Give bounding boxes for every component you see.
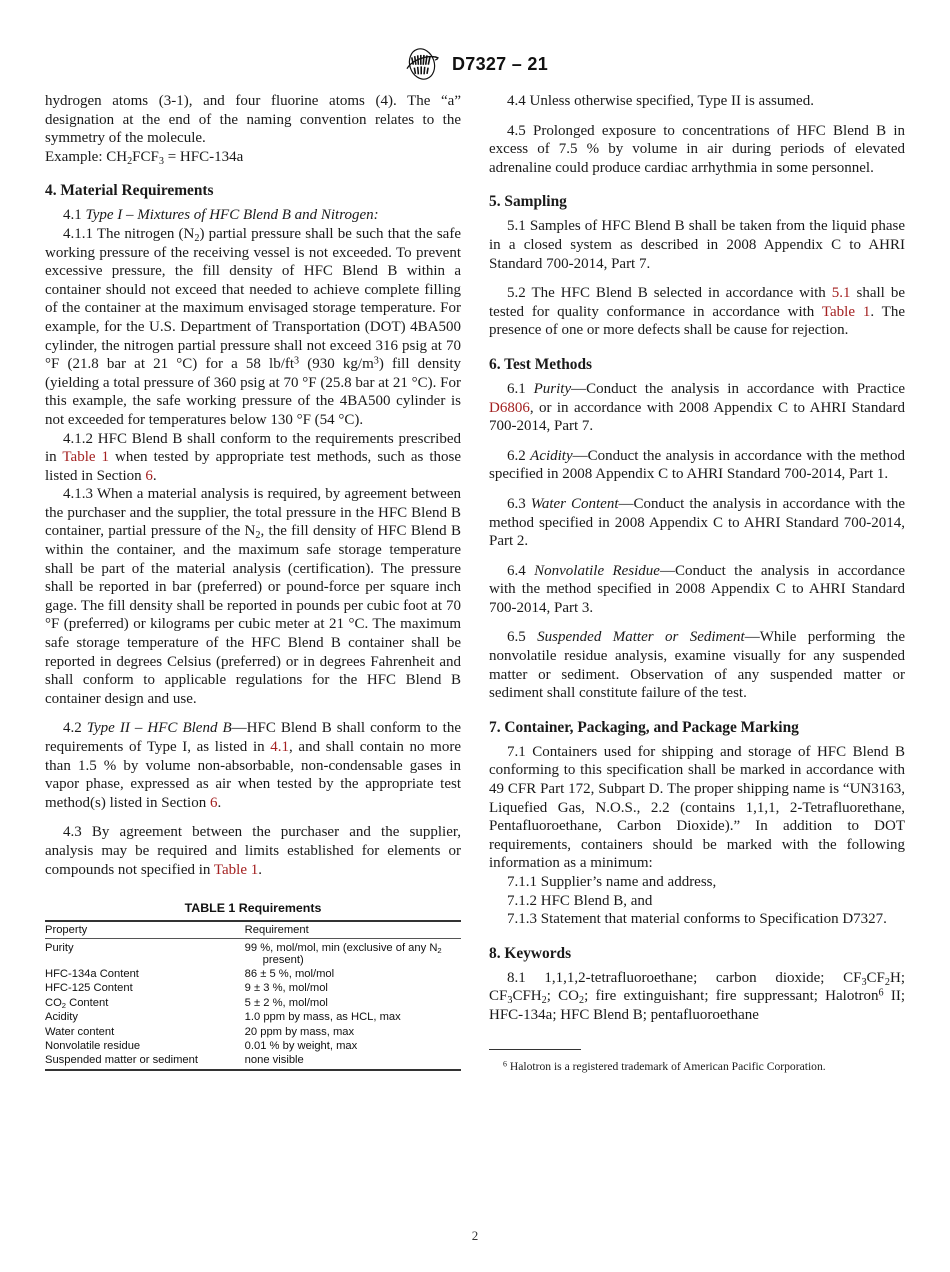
- keywords-part6: ; fire extinguishant; fire suppressant; Halotron: [584, 988, 879, 1005]
- example-formula-part3: = HFC-134a: [163, 148, 244, 165]
- section-heading-6: 6. Test Methods: [489, 355, 593, 373]
- table-cell-property: Nonvolatile residue: [45, 1039, 141, 1052]
- table-row: [45, 1053, 461, 1070]
- clause-number-4-2: 4.2: [63, 720, 87, 737]
- footnote-marker-6: 6: [503, 1059, 507, 1069]
- clause-5-2-part3: . The presence of one or more defects shall be cause for rejection.: [489, 303, 905, 339]
- clause-5-2-part2: shall be tested for quality conformance in accordance with: [489, 285, 905, 320]
- table-body: [45, 939, 461, 1071]
- requirements-table: [45, 920, 461, 1071]
- table-cell-requirement: 9 ± 3 %, mol/mol: [244, 982, 328, 995]
- clause-4-1-1-part4: ) fill density (yielding a total pressure of 360 psig at 70 °F (25.8 bar at 21 °C). For this example, the safe working pressure of the 4BA500 cylinder is not exceeded for temperatures below 130 °F (54 °C).: [45, 356, 461, 428]
- table-cell-property: Suspended matter or sediment: [45, 1053, 245, 1070]
- table-cell-requirement: 5 ± 2 %, mol/mol: [244, 996, 328, 1009]
- section-heading-8: 8. Keywords: [489, 944, 572, 962]
- table-row: [45, 981, 461, 995]
- paragraph-7-1-1: 7.1.1 Supplier’s name and address,: [507, 874, 717, 890]
- footnote-reference-6[interactable]: 6: [878, 987, 884, 999]
- page-number: 2: [471, 1228, 479, 1243]
- property-subscript: 2: [61, 1000, 67, 1010]
- paragraph-6-4: [489, 562, 905, 618]
- link-table-1[interactable]: Table 1: [62, 449, 110, 466]
- table-cell-requirement: 0.01 % by weight, max: [244, 1039, 358, 1052]
- example-subscript-2: 2: [127, 155, 133, 167]
- keyword-subscript-4: 2: [541, 995, 547, 1007]
- paragraph-6-3: [489, 495, 905, 551]
- paragraph-4-5: 4.5 Prolonged exposure to concentrations of HFC Blend B in excess of 7.5 % by volume in air during periods of elevated adrenaline could produce cardiac arrhythmia in some personnel.: [489, 122, 905, 176]
- link-clause-5-1[interactable]: 5.1: [831, 285, 851, 302]
- link-clause-4-1[interactable]: 4.1: [270, 739, 290, 755]
- requirement-continuation: present): [262, 953, 304, 966]
- clause-4-1-3-part1: 4.1.3 When a material analysis is required, by agreement between the purchaser and the supplier, the total pressure in the HFC Blend B container, partial pressure of the N: [45, 486, 461, 540]
- clause-4-1-2-part3: .: [152, 467, 157, 484]
- clause-4-2-title: Type II – HFC Blend B: [86, 720, 232, 737]
- paragraph-example: [45, 148, 461, 167]
- clause-6-5-text: —While performing the nonvolatile residue analysis, examine visually for any suspended matter or sediment. Observation of any suspended matter or sediment shall constitute failure of the test.: [489, 629, 905, 702]
- table-cell-property: Water content: [45, 1025, 115, 1038]
- example-label: Example:: [45, 148, 107, 165]
- paragraph-7-1-2: 7.1.2 HFC Blend B, and: [507, 892, 653, 909]
- paragraph-4-1-1: [45, 225, 461, 430]
- clause-6-2-text: —Conduct the analysis in accordance with the method specified in 2008 Appendix C to AHRI Standard 700-2014, Part 1.: [489, 447, 906, 483]
- paragraph-4-1-2: [45, 430, 461, 486]
- paragraph-6-1: [489, 380, 905, 436]
- section-heading-7: 7. Container, Packaging, and Package Marking: [489, 718, 799, 736]
- table-cell-requirement: 99 %, mol/mol, min (exclusive of any $N_2$ present): [245, 939, 461, 967]
- clause-number-4-1: 4.1: [63, 207, 86, 224]
- table-cell-property: Acidity: [45, 1011, 78, 1024]
- table-1-caption: TABLE 1 Requirements: [184, 901, 322, 916]
- keywords-part3: H; CF: [489, 969, 905, 1005]
- clause-4-2-part3: .: [217, 794, 222, 811]
- clause-number-6-3: 6.3: [507, 495, 531, 512]
- clause-6-4-text: —Conduct the analysis in accordance with the method specified in 2008 Appendix C to AHRI Standard 700-2014, Part 3.: [489, 562, 906, 616]
- table-header-row: [45, 921, 461, 939]
- clause-6-1-title: Purity: [533, 380, 572, 397]
- keywords-part7: II; HFC-134a; HFC Blend B; pentafluoroethane: [489, 988, 905, 1023]
- clause-6-4-title: Nonvolatile Residue: [534, 562, 660, 579]
- clause-4-2-part2: , and shall contain no more than 1.5 % by volume non-absorbable, non-condensable gases in vapor phase, expressed as air when tested by the appropriate test method(s) listed in Section: [45, 739, 461, 811]
- footnote-6-text: Halotron is a registered trademark of American Pacific Corporation.: [506, 1059, 826, 1073]
- clause-number-8-1: 8.1: [507, 969, 545, 986]
- cubic-superscript-1: 3: [294, 355, 300, 367]
- paragraph-4-4: 4.4 Unless otherwise specified, Type II is assumed.: [507, 93, 814, 109]
- table-cell-requirement: 1.0 ppm by mass, as HCL, max: [244, 1011, 401, 1024]
- example-subscript-3: 3: [158, 155, 164, 167]
- table-row: [45, 1024, 461, 1038]
- keywords-part2: CF: [866, 969, 885, 986]
- paragraph-4-3: [45, 823, 461, 879]
- clause-4-1-3-part2: , the fill density of HFC Blend B within the container, and the maximum safe storage temperature shall be part of the material analysis (certification). The pressure shall be reported in bar (preferred) or pound-force per square inch gage. The fill density shall be reported in pounds per cubic foot at 70 °F (preferred) or kilograms per cubic meter at 21 °C. The maximum safe storage temperature of the HFC Blend B container shall be reported in degrees Celsius (preferred) or in degrees Fahrenheit and shall conform to applicable regulations for the HFC Blend B container design and use.: [45, 523, 461, 707]
- n2-subscript: 2: [194, 232, 200, 244]
- clause-number-6-4: 6.4: [507, 562, 535, 579]
- paragraph-4-1-3: [45, 485, 461, 708]
- keywords-part1: 1,1,1,2-tetrafluoroethane; carbon dioxide; CF: [544, 969, 862, 986]
- requirement-subscript: 2: [437, 945, 442, 955]
- continued-text: hydrogen atoms (3-1), and four fluorine atoms (4). The “a” designation at the end of the naming convention relates to the symmetry of the molecule.: [45, 93, 461, 147]
- clause-5-2-part1: 5.2 The HFC Blend B selected in accordance with: [507, 285, 832, 302]
- column-header-property: Property: [45, 921, 245, 939]
- paragraph-4-1: [45, 206, 461, 225]
- paragraph-continued: [45, 92, 461, 148]
- keyword-subscript-5: 2: [578, 995, 585, 1007]
- link-section-6-b[interactable]: 6: [209, 794, 218, 811]
- clause-6-3-title: Water Content: [530, 495, 619, 512]
- keywords-part5: ; CO: [546, 988, 579, 1005]
- clause-4-3-part1: 4.3 By agreement between the purchaser and the supplier, analysis may be required and limits established for elements or compounds not specified in: [45, 824, 461, 878]
- table-row: [45, 1010, 461, 1024]
- clause-number-6-2: 6.2: [507, 447, 531, 464]
- keyword-subscript-2: 2: [884, 976, 890, 988]
- clause-6-1-part2: , or in accordance with 2008 Appendix C to AHRI Standard 700-2014, Part 7.: [489, 399, 905, 435]
- clause-4-3-part2: .: [258, 861, 262, 878]
- table-cell-property: Purity: [45, 941, 74, 954]
- clause-4-1-1-part1: 4.1.1 The nitrogen (N: [63, 225, 195, 242]
- clause-4-2-part1: —HFC Blend B shall conform to the requirements of Type I, as listed in: [45, 720, 462, 755]
- keyword-subscript-3: 3: [507, 995, 513, 1007]
- table-cell-property: HFC-125 Content: [45, 982, 133, 995]
- clause-6-3-text: —Conduct the analysis in accordance with the method specified in 2008 Appendix C to AHRI Standard 700-2014, Part 2.: [489, 495, 905, 550]
- document-header: [0, 44, 950, 84]
- page-body: [0, 92, 950, 1074]
- table-cell-property: HFC-134a Content: [45, 968, 139, 981]
- table-row: [45, 996, 461, 1010]
- table-row: [45, 1039, 461, 1053]
- paragraph-8-1-keywords: [489, 969, 905, 1025]
- right-column: [489, 92, 905, 1074]
- clause-4-1-title: Type I – Mixtures of HFC Blend B and Nitrogen:: [85, 207, 379, 224]
- paragraph-4-2: [45, 719, 461, 812]
- clause-6-5-title: Suspended Matter or Sediment: [537, 629, 745, 646]
- keyword-subscript-1: 3: [861, 976, 867, 988]
- paragraph-6-2: [489, 447, 905, 484]
- example-formula-part1: CH: [106, 148, 128, 165]
- paragraph-7-1: 7.1 Containers used for shipping and storage of HFC Blend B conforming to this specification shall be marked in accordance with 49 CFR Part 172, Subpart D. The proper shipping name is “UN3163, Liquefied Gas, N.O.S., 2.2 (contains 1,1,1, 2-Tetrafluorethane, Pentafluoroethane, Carbon Dioxide).” In addition to DOT requirements, containers should be marked with the following information as a minimum:: [489, 743, 905, 872]
- table-row: [45, 939, 461, 967]
- clause-6-1-part1: —Conduct the analysis in accordance with Practice: [571, 380, 906, 397]
- clause-4-1-1-part2: ) partial pressure shall be such that the safe working pressure of the receiving vessel is not exceeded. To prevent excessive pressure, the fill density of HFC Blend B within a container should not exceed that needed to achieve complete filling of the container at the maximum envisaged storage temperature. For example, for the U.S. Department of Transportation (DOT) 4BA500 cylinder, the nitrogen partial pressure shall not exceed 316 psig at 70 °F (21.8 bar at 21 °C) for a 58 lb/ft: [45, 225, 461, 373]
- astm-logo-icon: [402, 47, 442, 81]
- clause-number-6-1: 6.1: [507, 380, 534, 397]
- footnote-separator-rule: [489, 1049, 581, 1050]
- clause-4-1-2-part1: 4.1.2 HFC Blend B shall conform to the requirements prescribed in: [45, 430, 461, 466]
- table-cell-requirement: 20 ppm by mass, max: [244, 1025, 355, 1038]
- paragraph-6-5: [489, 628, 905, 702]
- link-table-1-c[interactable]: Table 1: [821, 303, 871, 320]
- section-heading-4: 4. Material Requirements: [45, 182, 214, 200]
- cubic-superscript-2: 3: [373, 355, 379, 367]
- paragraph-5-2: [489, 284, 905, 340]
- table-header: [45, 921, 461, 939]
- link-practice-d6806[interactable]: D6806: [489, 399, 530, 416]
- paragraph-5-1: 5.1 Samples of HFC Blend B shall be taken from the liquid phase in a closed system as described in 2008 Appendix C to AHRI Standard 700-2014, Part 7.: [489, 218, 905, 272]
- keywords-part4: CFH: [512, 988, 542, 1005]
- clause-4-1-1-part3: (930 kg/m: [299, 356, 374, 373]
- clause-4-1-2-part2: when tested by appropriate test methods, such as those listed in Section: [45, 449, 462, 484]
- table-cell-requirement: none visible: [245, 1053, 461, 1070]
- clause-number-6-5: 6.5: [507, 629, 538, 646]
- document-designation: D7327 – 21: [451, 53, 549, 74]
- left-column: [45, 92, 461, 1074]
- paragraph-7-1-3: 7.1.3 Statement that material conforms to Specification D7327.: [507, 911, 887, 928]
- section-heading-5: 5. Sampling: [489, 193, 567, 211]
- column-header-requirement: Requirement: [245, 921, 461, 939]
- footnote-block: [489, 1049, 905, 1074]
- example-formula-part2: FCF: [132, 148, 159, 165]
- clause-6-2-title: Acidity: [530, 447, 573, 464]
- table-1-container: [45, 901, 461, 1071]
- n2-subscript-2: 2: [255, 530, 261, 542]
- link-table-1-b[interactable]: Table 1: [213, 861, 259, 878]
- footnote-6: [489, 1059, 905, 1074]
- link-section-6[interactable]: 6: [145, 467, 153, 484]
- table-cell-property: $CO_2$ Content: [45, 996, 109, 1010]
- table-row: [45, 967, 461, 981]
- table-cell-requirement: 86 ± 5 %, mol/mol: [244, 968, 335, 981]
